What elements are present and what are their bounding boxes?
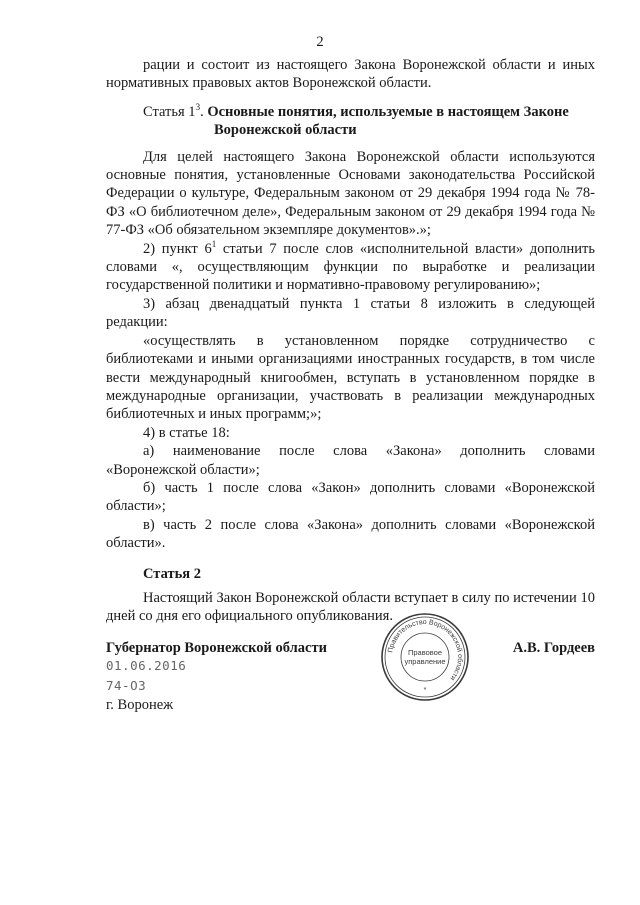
paragraph-continuation: рации и состоит из настоящего Закона Воронежской области и иных нормативных правовых актов Воронежской области. <box>106 57 595 92</box>
article-1-3-prefix: Статья 1 <box>143 103 196 120</box>
item-2-part-a: 2) пункт 6 <box>143 240 212 257</box>
item-3: 3) абзац двенадцатый пункта 1 статьи 8 изложить в следующей редакции: <box>106 295 595 331</box>
law-number: 74-ОЗ <box>106 678 147 693</box>
article-2-title: Статья 2 <box>143 565 201 582</box>
item-3-quote: «осуществлять в установленном порядке сотрудничество с библиотеками и иными организациями иностранных государств, в том числе вести международный книгообмен, вступать в установленном порядке в международные организации, участвовать в реализации международных библиотечных и иных программ;»; <box>106 332 595 423</box>
article-1-3-sup: 3 <box>195 101 201 112</box>
item-4-b: б) часть 1 после слова «Закон» дополнить словами «Воронежской области»; <box>106 479 595 515</box>
seal-center-line1: Правовое <box>407 648 443 657</box>
article-1-3-text: Для целей настоящего Закона Воронежской области используются основные понятия, установленные Основами законодательства Российской Федерации о культуре, Федеральным законом от 29 декабря 1994 года № 78-ФЗ «О библиотечном деле», Федеральным законом от 29 декабря 1994 года № 77-ФЗ «Об обязательном экземпляре документов».»; <box>106 148 595 239</box>
article-2-text: Настоящий Закон Воронежской области вступает в силу по истечении 10 дней со дня его официального опубликования. <box>106 589 595 625</box>
seal-ring-text: Правительство Воронежской области <box>387 618 464 682</box>
item-4-c: в) часть 2 после слова «Закона» дополнить словами «Воронежской области». <box>106 516 595 552</box>
page-number: 2 <box>316 34 324 50</box>
city: г. Воронеж <box>106 697 174 713</box>
signing-date: 01.06.2016 <box>106 658 187 673</box>
item-4: 4) в статье 18: <box>143 424 230 441</box>
document-body <box>106 56 595 626</box>
article-1-3-heading: Статья $1^3$. Основные понятия, используемые в настоящем Законе Воронежской области <box>106 103 595 140</box>
article-1-3-title-line1: Основные понятия, используемые в настоящем Законе <box>207 103 569 120</box>
item-2-sup: 1 <box>211 238 217 249</box>
item-2-part-b: статьи 7 после слов «исполнительной власти» дополнить словами «, осуществляющим функции по выработке и реализации государственной политики и нормативно-правовому регулированию»; <box>106 240 595 294</box>
article-2-heading <box>106 565 595 583</box>
governor-name: А.В. Гордеев <box>512 640 595 656</box>
seal-center-line2: управление <box>404 657 446 666</box>
item-2 <box>106 240 595 295</box>
governor-title: Губернатор Воронежской области <box>106 640 327 656</box>
item-4-a: а) наименование после слова «Закона» дополнить словами «Воронежской области»; <box>106 443 595 478</box>
article-1-3-title-line2: Воронежской области <box>214 122 357 139</box>
official-seal <box>380 612 470 702</box>
seal-star: * <box>423 687 427 694</box>
